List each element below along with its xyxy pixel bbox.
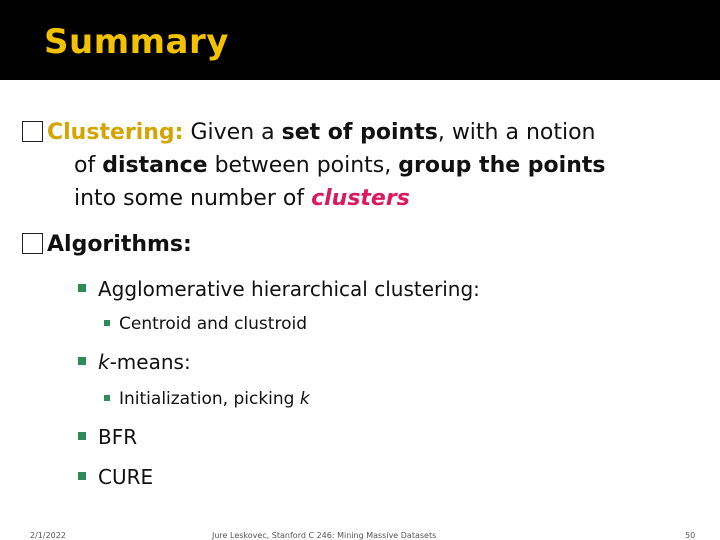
item-initialization	[104, 388, 310, 410]
item-kmeans	[78, 349, 191, 375]
square-bullet-icon	[78, 357, 86, 365]
text: of	[74, 153, 103, 178]
item-agglomerative	[78, 276, 480, 302]
item-k: k	[98, 350, 110, 374]
footer-date: 2/1/2022	[30, 531, 66, 540]
footer-page-number: 50	[685, 531, 696, 540]
square-bullet-icon	[104, 320, 110, 326]
checkbox-icon	[22, 121, 43, 142]
slide-title: Summary	[44, 22, 229, 62]
square-bullet-icon	[104, 395, 110, 401]
text: into some number of	[74, 186, 312, 211]
line-3	[22, 186, 410, 211]
algorithms-label: Algorithms:	[47, 232, 192, 257]
emphasis-set-of-points: set of points	[281, 120, 438, 145]
square-bullet-icon	[78, 472, 86, 480]
item-text: -means:	[109, 350, 191, 374]
square-bullet-icon	[78, 284, 86, 292]
bullet-algorithms	[22, 228, 702, 261]
clustering-label: Clustering:	[47, 120, 184, 145]
title-bar	[0, 0, 720, 80]
footer-course: Jure Leskovec, Stanford C 246: Mining Massive Datasets	[212, 531, 437, 540]
square-bullet-icon	[78, 432, 86, 440]
item-k: k	[299, 389, 310, 409]
text: between points,	[207, 153, 399, 178]
emphasis-clusters: clusters	[311, 186, 410, 211]
item-text: CURE	[98, 465, 154, 489]
bullet-clustering	[22, 116, 702, 215]
line-2	[22, 153, 605, 178]
item-text: Centroid and clustroid	[119, 314, 307, 334]
emphasis-distance: distance	[102, 153, 208, 178]
emphasis-group-points: group the points	[398, 153, 606, 178]
checkbox-icon	[22, 233, 43, 254]
item-cure	[78, 464, 153, 490]
text: , with a notion	[437, 120, 596, 145]
item-centroid	[104, 313, 307, 335]
item-text: Agglomerative hierarchical clustering:	[98, 277, 480, 301]
item-text: BFR	[98, 425, 138, 449]
text: Given a	[183, 120, 282, 145]
item-text: Initialization, picking	[119, 389, 300, 409]
item-bfr	[78, 424, 137, 450]
